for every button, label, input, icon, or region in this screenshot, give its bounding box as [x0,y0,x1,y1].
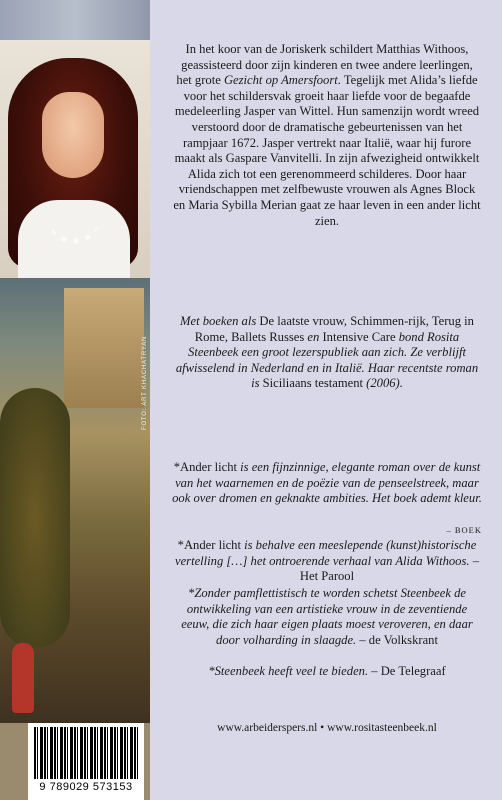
barcode-bars [34,727,138,779]
barcode [28,723,144,800]
review-text: is een fijnzinnige, elegante roman over de kunst van het waarnemen en de poëzie van de penseelstreek, maar ook over dromen en geknakte ambities. Het boek ademt kleur. [172,460,482,506]
photo-credit: FOTO: ART KHACHATRYAN [142,335,148,430]
bio-title-siciliaans: Siciliaans testament [259,376,367,391]
tree-shape [0,388,70,648]
bio-year: (2006). [366,376,403,391]
review-source: – De Telegraaf [371,664,446,678]
author-photo [0,40,150,278]
review-telegraaf [172,664,482,680]
bio-text-1: Met boeken als [180,314,257,328]
bio-text-2: en [307,329,320,344]
synopsis-paragraph [172,42,482,229]
isbn-number: 9 789029 573153 [39,781,133,793]
author-bio-paragraph [172,314,482,392]
review-source: – de Volkskrant [359,632,438,647]
synopsis-text-2: . Tegelijk met Alida’s liefde voor het schildersvak groeit haar liefde voor de begaafde medeleerling Jasper van Wittel. Hun samenzijn wordt wreed verstoord door de dramatische gebeurtenissen van het rampjaar 1672. Jasper vertrekt naar Italië, waar hij furore maakt als Gaspare Vanvitelli. In zijn afwezigheid ontwikkelt Alida zich tot een gerenommeerd schilderes. Door haar vriendschappen met zelfbewuste vrouwen als Agnes Block en Maria Sybilla Merian gaat ze haar leven in een ander licht zien. [173,73,481,228]
review-lead: *Ander licht [177,538,241,552]
review-parool [172,538,482,585]
text-panel [150,0,502,800]
synopsis-text-1: In het koor van de Joriskerk schildert Matthias Withoos, geassisteerd door zijn kinderen en twee andere leerlingen, het grote [176,42,473,88]
review-text: is behalve een meeslepende (kunst)historische vertelling […] het ontroerende verhaal van Alida Withoos. [175,538,477,568]
synopsis-painting-title: Gezicht op Amersfoort [223,73,338,88]
website-links[interactable]: www.arbeiderspers.nl • www.rositasteenbeek.nl [217,722,437,734]
top-color-strip [0,0,150,40]
cover-artwork-panel [0,0,150,800]
review-boek [172,460,482,507]
bio-title-intensive-care: Intensive Care [319,329,399,344]
face-shape [42,92,104,178]
review-source: – Het Parool [299,553,479,584]
painting-image [0,278,150,723]
review-source-boek: – BOEK [446,525,482,535]
review-text: *Steenbeek heeft veel te bieden. [208,664,369,678]
review-text: *Zonder pamflettistisch te worden schetst Steenbeek de ontwikkeling van een artistieke vrouw in de zeventiende eeuw, die zich haar eigen plaats moest veroveren, en daar door volharding in slaagde. [181,586,473,647]
house-shape [64,288,144,408]
review-lead: *Ander licht [173,460,237,474]
bio-text-3: bond Rosita Steenbeek een groot lezerspubliek aan zich. Ze verblijft afwisselend in Nederland en in Italië. Haar recentste roman is [175,329,479,391]
bio-titles: De laatste vrouw, Schimmen-rijk, Terug in Rome, Ballets Russes [194,314,474,344]
figure-shape [12,643,34,713]
review-volkskrant [172,586,482,648]
